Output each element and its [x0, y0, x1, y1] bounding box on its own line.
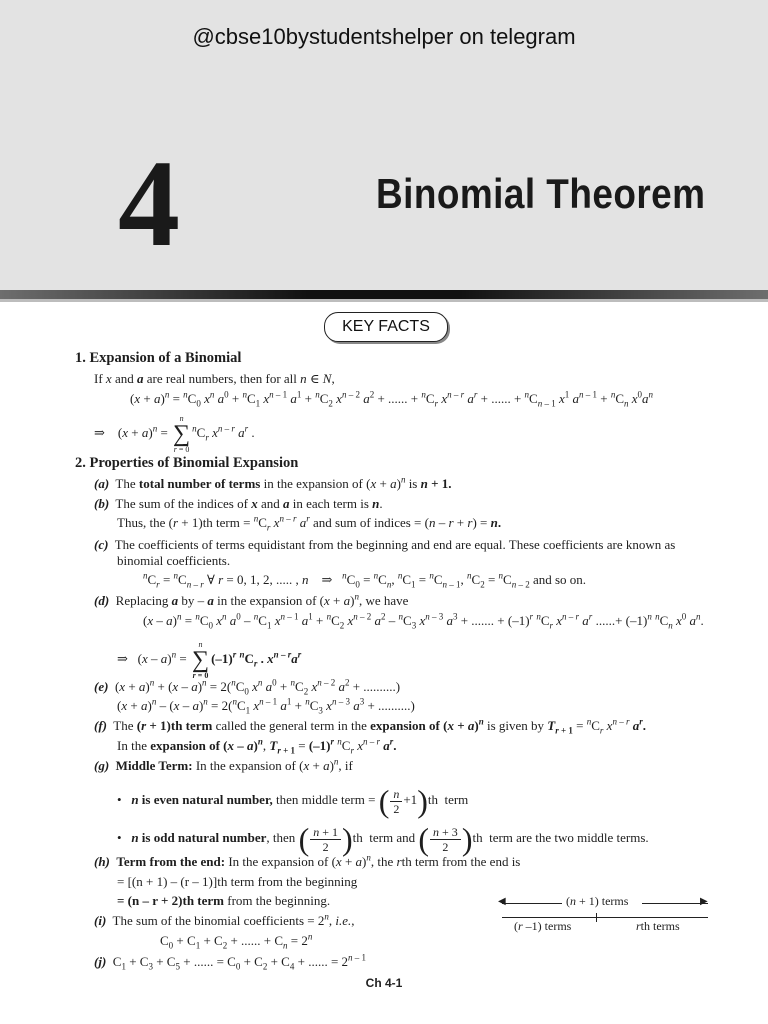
prop-c-text1: The coefficients of terms equidistant from the beginning and end are equal. These coefficients are known as: [114, 537, 676, 552]
chapter-number: 4: [118, 135, 180, 272]
prop-h-line3: [117, 893, 330, 909]
prop-c: (c) The coefficients of terms equidistant from the beginning and end are equal. These coefficients are known as: [94, 537, 676, 552]
prop-h-line3-rest: from the beginning.: [224, 893, 331, 908]
section-2-title: 2. Properties of Binomial Expansion: [75, 455, 299, 471]
prop-d: (d) Replacing a by – a in the expansion of $(x + a)^n$, we have: [94, 591, 409, 608]
prop-h-line2: = [(n + 1) – (r – 1)]th term from the beginning: [117, 874, 358, 889]
page-footer: Ch 4-1: [365, 976, 403, 990]
prop-g-odd: • n is odd natural number, then ( $\frac{n + 1}{2}$ )th term and ( $\frac{n + 3}{2}$ )th term are the two middle terms.: [117, 821, 649, 857]
prop-c-text2: binomial coefficients.: [117, 553, 231, 568]
diagram-right-label: rth terms: [636, 919, 680, 933]
prop-g-even: • n is even natural number, then middle term = ( $\frac{n}{2}$ +1)th term: [117, 783, 469, 819]
key-facts-badge: KEY FACTS: [324, 312, 448, 342]
diagram-left-label: (r –1) terms: [514, 919, 572, 933]
diagram-top-label: (n + 1) terms: [566, 894, 629, 908]
s1-intro: If x and a are real numbers, then for all n ∈ N,: [94, 371, 335, 386]
diagram-bottom-line: [502, 917, 708, 918]
prop-c-formula: $^nC_r = ^nC_{n - r}$ ∀ r = 0, 1, 2, ..... , n ⇒ $^nC_0 = ^nC_n$, $^nC_1 = ^nC_{n - 1}$, $^nC_2 = ^nC_{n - 2}$ and so on.: [143, 570, 587, 590]
prop-g: (g) Middle Term: In the expansion of $(x + a)^n$, if: [94, 756, 353, 773]
diagram-divider: [596, 913, 597, 922]
header-rule: [0, 290, 768, 299]
prop-e-1: (e) $(x + a)^n + (x - a)^n = 2(^nC_0$ $x^n$ $a^0 + ^nC_2$ $x^{n - 2}$ $a^2$ + ..........): [94, 677, 401, 697]
diagram-left-arrowhead: ◀: [498, 896, 506, 907]
s1-sigma-form: ⇒ $(x + a)^n$ = n ∑ r = 0 $^nC_r$ $x^{n - r}$ $a^r$ .: [94, 414, 255, 454]
prop-i: (i) The sum of the binomial coefficients = $2^n$, i.e.,: [94, 911, 355, 928]
prop-h-title: Term from the end:: [116, 854, 226, 869]
prop-b-cont: Thus, the (r + 1)th term = $^nC_r$ $x^{n - r}$ $a^r$ and sum of indices = (n – r + r) = n.: [117, 513, 502, 533]
prop-i-formula: $C_0 + C_1 + C_2$ + ...... + $C_n = 2^n$: [160, 931, 313, 951]
s1-expansion: $(x + a)^n = ^nC_0$ $x^n$ $a^0 + ^nC_1$ $x^{n - 1}$ $a^1 + ^nC_2$ $x^{n - 2}$ $a^2$ + ...... + $^nC_r$ $x^{n - r}$ $a^r$ + ...... + $^nC_{n - 1}$ $x^1$ $a^{n - 1} + ^nC_n$ $x^0a^n$: [130, 389, 654, 409]
prop-h: (h) Term from the end: In the expansion of $(x + a)^n$, the rth term from the end is: [94, 852, 521, 869]
chapter-title: Binomial Theorem: [376, 170, 706, 217]
prop-d-sigma: ⇒ (x – a)$^n$ = n ∑ r = 0 $(-1)^r$ $^nC_r$ . $x^{n - r}a^r$: [117, 640, 302, 680]
diagram-right-arrowhead: ▶: [700, 896, 708, 907]
prop-g-title: Middle Term:: [115, 758, 193, 773]
header-rule-light: [0, 299, 768, 302]
prop-b: (b) The sum of the indices of x and a in each term is n.: [94, 496, 383, 511]
prop-j: (j) $C_1 + C_3 + C_5$ + ...... = $C_0 + C_2 + C_4$ + ...... = $2^{n - 1}$: [94, 952, 367, 972]
section-1-title: 1. Expansion of a Binomial: [75, 350, 242, 366]
prop-a: (a) The total number of terms in the expansion of $(x + a)^n$ is n + 1.: [94, 474, 452, 491]
prop-f: (f) The (r + 1)th term called the general term in the expansion of $(x + a)^n$ is given by $T_{r + 1} = ^nC_r$ $x^{n - r}$ $a^r$.: [94, 716, 646, 736]
prop-h-line3-bold: = (n – r + 2)th term: [117, 893, 224, 908]
telegram-handle: @cbse10bystudentshelper on telegram: [192, 24, 576, 49]
prop-d-expansion: $(x - a)^n = ^nC_0$ $x^n$ $a^0 - ^nC_1$ $x^{n - 1}$ $a^1 + ^nC_2$ $x^{n - 2}$ $a^2 - ^nC_3$ $x^{n - 3}$ $a^3$ + ....... + $(-1)^r$ $^nC_r$ $x^{n - r}$ $a^r$ ......+ $(-1)^n$ $^nC_n$ $x^0$ $a^n$.: [143, 611, 704, 631]
diagram-top-line-right: [642, 903, 708, 904]
diagram-top-line-left: [502, 903, 562, 904]
prop-e-2: $(x + a)^n - (x - a)^n = 2(^nC_1$ $x^{n - 1}$ $a^1 + ^nC_3$ $x^{n - 3}$ $a^3$ + ..........): [117, 696, 415, 716]
prop-f-cont: In the expansion of (x – a)$^n$, $T_{r + 1} = (-1)^r$ $^nC_r$ $x^{n - r}$ $a^r$.: [117, 736, 397, 756]
